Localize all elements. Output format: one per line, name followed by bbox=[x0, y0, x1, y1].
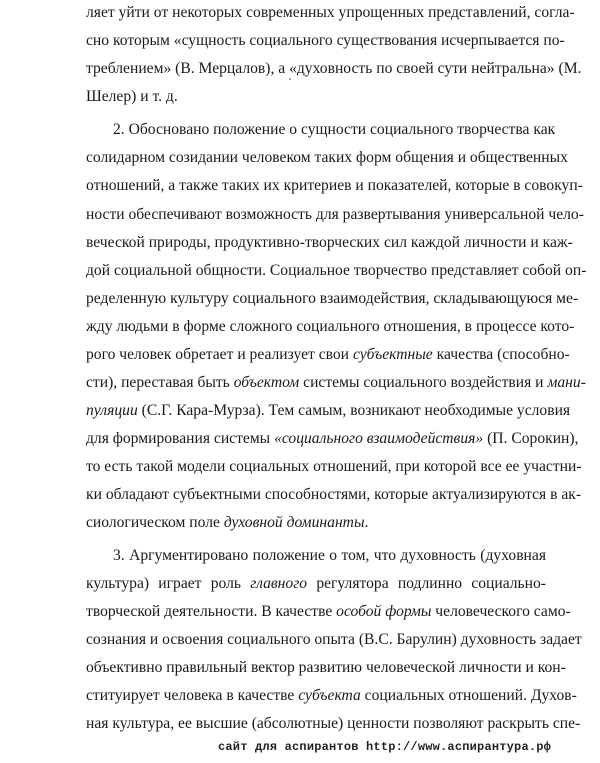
text-span: культура) играет роль bbox=[86, 575, 251, 592]
text-span: (П. Сорокин), bbox=[483, 430, 579, 447]
text-span: ки обладают субъектными способностями, которые актуализируются в ак- bbox=[86, 486, 582, 503]
text-span: рого человек обретает и реализует свои bbox=[86, 346, 353, 363]
italic-term: субъекта bbox=[298, 687, 361, 704]
text-span: ституирует человека в качестве bbox=[86, 687, 299, 704]
italic-term: объектом bbox=[233, 374, 300, 391]
text-line bbox=[86, 233, 573, 253]
text-span: сти), переставая быть bbox=[86, 374, 234, 391]
text-line bbox=[86, 31, 565, 51]
text-span: солидарном созидании человеком таких форм общения и общественных bbox=[86, 149, 568, 166]
text-span: регулятора подлинно социально- bbox=[307, 575, 546, 592]
text-span: системы социального воздействия и bbox=[299, 374, 548, 391]
text-span: . bbox=[364, 514, 369, 531]
text-line bbox=[113, 546, 546, 566]
text-line bbox=[86, 289, 579, 309]
scan-speck bbox=[289, 78, 291, 80]
italic-term: «социального взаимодействия» bbox=[274, 430, 484, 447]
text-span: качества (способно- bbox=[432, 346, 570, 363]
text-span: сно которым «сущность социального существования исчерпывается по- bbox=[86, 32, 565, 49]
italic-term: главного bbox=[250, 575, 308, 592]
text-span: человеческого само- bbox=[431, 603, 571, 620]
text-span: 3. Аргументировано положение о том, что духовность (духовная bbox=[113, 547, 546, 564]
text-line bbox=[86, 686, 577, 706]
text-line bbox=[86, 3, 575, 23]
text-span: треблением» (В. Мерцалов), а «духовность по своей сути нейтральна» (М. bbox=[86, 60, 582, 77]
italic-term: духовной доминанты bbox=[223, 514, 365, 531]
text-line bbox=[86, 148, 568, 168]
text-line bbox=[86, 457, 582, 477]
italic-term: мани- bbox=[547, 374, 586, 391]
text-line bbox=[113, 120, 556, 140]
text-line bbox=[86, 658, 566, 678]
text-span: ности обеспечивают возможность для развертывания универсальной чело- bbox=[86, 206, 584, 223]
text-line bbox=[86, 205, 584, 225]
text-span: 2. Обосновано положение о сущности социального творчества как bbox=[113, 121, 556, 138]
text-span: то есть такой модели социальных отношений, при которой все ее участни- bbox=[86, 458, 582, 475]
text-span: творческой деятельности. В качестве bbox=[86, 603, 337, 620]
text-line bbox=[86, 373, 586, 393]
text-span: веческой природы, продуктивно-творческих сил каждой личности и каж- bbox=[86, 234, 573, 251]
text-line bbox=[86, 317, 575, 337]
text-span: ляет уйти от некоторых современных упрощенных представлений, согла- bbox=[86, 4, 575, 21]
italic-term: пуляции bbox=[86, 402, 138, 419]
text-line bbox=[86, 429, 579, 449]
text-span: для формирования системы bbox=[86, 430, 275, 447]
site-footer-caption: сайт для аспирантов http://www.аспирантура.рф bbox=[218, 740, 552, 754]
text-span: сознания и освоения социального опыта (В.С. Барулин) духовность задает bbox=[86, 631, 582, 648]
text-line bbox=[86, 574, 546, 594]
text-line bbox=[86, 87, 546, 107]
text-line bbox=[86, 176, 583, 196]
text-span: (С.Г. Кара-Мурза). Тем самым, возникают необходимые условия bbox=[137, 402, 571, 419]
text-span: ределенную культуру социального взаимодействия, складывающуюся ме- bbox=[86, 290, 579, 307]
text-line bbox=[86, 513, 546, 533]
text-line bbox=[86, 630, 582, 650]
text-line bbox=[86, 602, 571, 622]
italic-term: субъектные bbox=[352, 346, 433, 363]
text-line bbox=[86, 485, 582, 505]
text-span: дой социальной общности. Социальное творчество представляет собой оп- bbox=[86, 262, 587, 279]
italic-term: особой формы bbox=[336, 603, 432, 620]
text-span: объективно правильный вектор развитию человеческой личности и кон- bbox=[86, 659, 566, 676]
text-span: ная культура, ее высшие (абсолютные) ценности позволяют раскрыть спе- bbox=[86, 715, 581, 732]
text-span: социальных отношений. Духов- bbox=[360, 687, 577, 704]
text-span: сиологическом поле bbox=[86, 514, 224, 531]
text-span: жду людьми в форме сложного социального отношения, в процессе кото- bbox=[86, 318, 575, 335]
text-span: Шелер) и т. д. bbox=[86, 88, 178, 105]
text-span: отношений, а также таких их критериев и показателей, которые в совокуп- bbox=[86, 177, 583, 194]
text-line bbox=[86, 401, 571, 421]
text-line bbox=[86, 714, 581, 734]
text-line bbox=[86, 345, 570, 365]
text-line bbox=[86, 59, 582, 79]
text-line bbox=[86, 261, 587, 281]
